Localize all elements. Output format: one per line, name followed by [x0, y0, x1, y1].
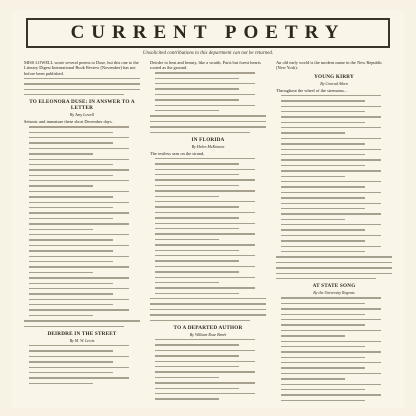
poem-author: By Helen McKinnon — [191, 144, 225, 149]
intro-paragraph: MISS LOWELL wrote several poems to Duse, but this one to the Literary Digest International Book Review (November) has not before been published. — [24, 60, 139, 76]
poem-title: AT STATE SONG — [312, 283, 356, 290]
poem-title: TO A DEPARTED AUTHOR — [173, 325, 243, 332]
poem-first-line: Seismic and immature these short December days. — [24, 119, 113, 125]
section-title: CURRENT POETRY — [70, 22, 346, 43]
poem-author: By Amy Lowell — [69, 112, 95, 118]
editorial-note: Unsolicited contributions to this department can not be returned. — [142, 51, 274, 56]
poem-first-line: Throughout the wheel of the strenuous... — [276, 87, 348, 93]
page — [12, 10, 404, 408]
poem-author: By the University Regents — [313, 290, 355, 296]
poem-author: By William Rose Benét — [189, 332, 227, 338]
poem-author: By Conrad Aiken — [320, 80, 348, 86]
poem-title: YOUNG KIRBY — [314, 73, 354, 80]
column-left — [24, 60, 140, 388]
poem-title: DEIRDRE IN THE STREET — [47, 331, 117, 338]
column-right — [276, 60, 392, 405]
intro-paragraph: Deirdre to beat and beauty, like a wraith, Paris but forest hearts rooted as the ground. — [150, 60, 261, 71]
poem-first-line: The restless seas on the strand, — [150, 151, 205, 156]
poem-author: By M. W. Lewis — [69, 338, 95, 344]
section-title-box — [26, 18, 390, 48]
poem-title: TO ELEONORA DUSE: IN ANSWER TO A LETTER — [29, 99, 135, 112]
poem-title: IN FLORIDA — [191, 137, 225, 143]
column-middle — [150, 60, 266, 404]
intro-paragraph: An old early world is the modern name in the New Republic (New York): — [276, 60, 383, 71]
